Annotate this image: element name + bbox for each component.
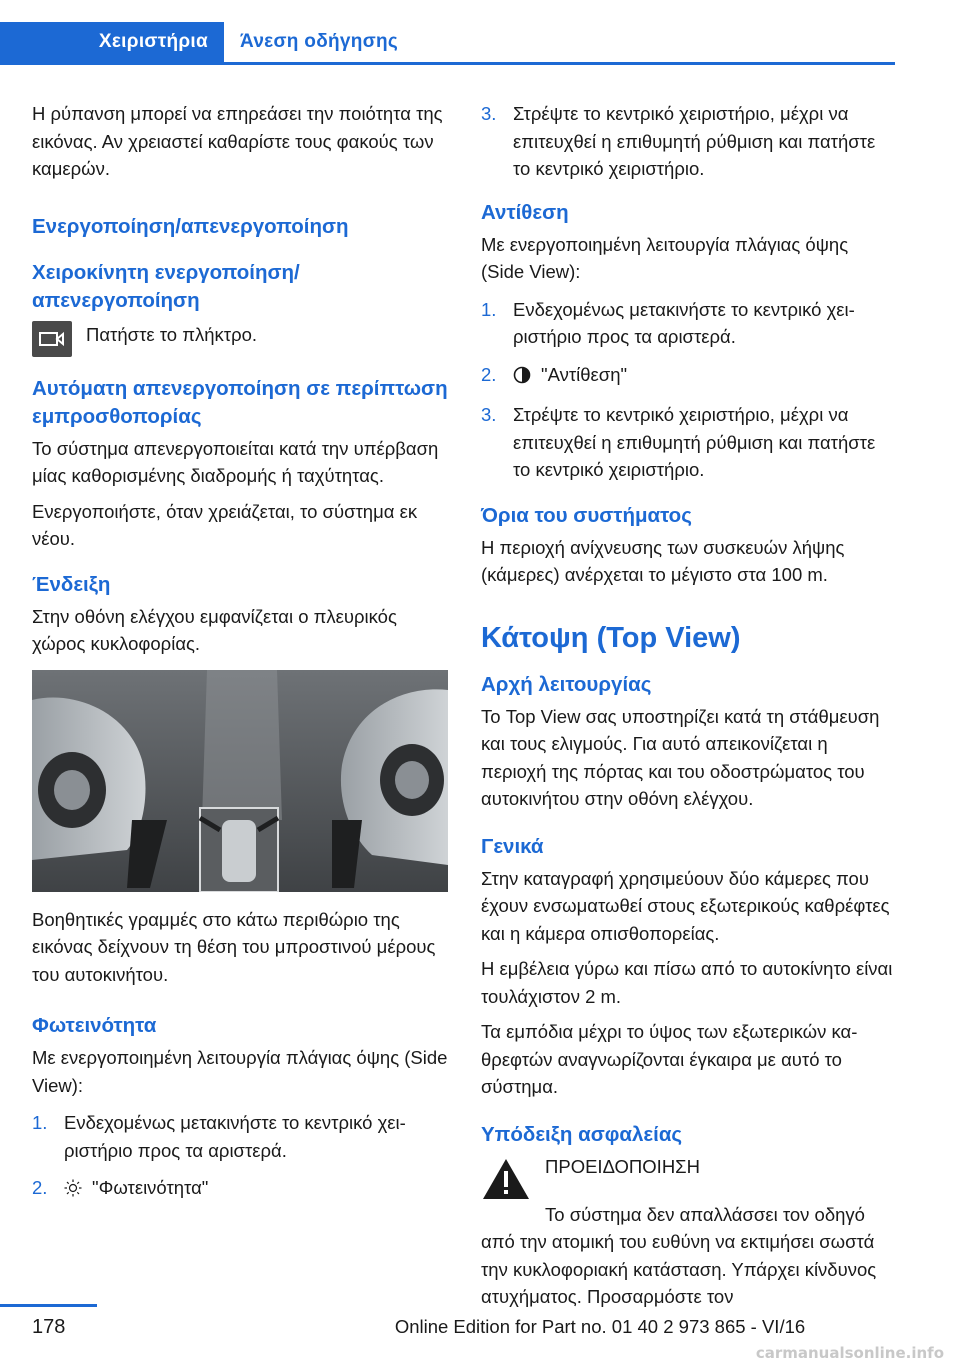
brightness-paragraph: Με ενεργοποιημένη λειτουργία πλάγιας όψης (Side View):	[32, 1047, 448, 1096]
step-number: 2.	[481, 363, 497, 385]
list-item	[32, 1174, 448, 1205]
step-text: Στρέψτε το κεντρικό χειριστήριο, μέχρι να επιτευχθεί η επιθυμητή ρύθμιση και πατήστε το κεντρικό χειριστήριο.	[513, 404, 876, 480]
list-item	[481, 296, 896, 351]
step-number: 3.	[481, 103, 497, 124]
list-item	[32, 1109, 448, 1164]
warning-paragraph: Το σύστημα δεν απαλλάσσει τον οδηγό από την ατομική του ευθύνη να εκτιμήσει σωστά την κυκλοφοριακή κατάσταση. Υπάρχει κίνδυνος ατυχήματος. Προσαρμόστε τον	[481, 1203, 877, 1307]
right-column	[481, 100, 896, 1319]
photo-caption: Βοηθητικές γραμμές στο κάτω περιθώριο της εικόνας δείχνουν τη θέση του μπροστινού μέρους του αυτοκινήτου.	[32, 908, 436, 985]
brightness-steps-continued	[481, 100, 896, 183]
general-paragraph-2: Η εμβέλεια γύρω και πίσω από το αυτοκίνητο είναι τουλάχιστον 2 m.	[481, 958, 893, 1007]
header-divider	[0, 62, 895, 65]
limits-paragraph: Η περιοχή ανίχνευσης των συσκευών λήψης (κάμερες) ανέρχεται το μέγιστο στα 100 m.	[481, 536, 845, 585]
header-tab-bar	[0, 22, 895, 62]
heading-display: Ένδειξη	[32, 572, 111, 596]
footer-divider	[0, 1304, 97, 1307]
page-number: 178	[32, 1316, 66, 1338]
contrast-icon	[513, 364, 531, 392]
intro-paragraph: Η ρύπανση μπορεί να επηρεάσει την ποιότητα της εικόνας. Αν χρειαστεί καθαρίστε τους φακούς των καμερών.	[32, 103, 443, 179]
press-button-text: Πατήστε το πλήκτρο.	[86, 323, 258, 345]
list-item	[481, 361, 896, 392]
step-text: Ενδεχομένως μετακινήστε το κεντρικό χειριστήριο προς τα αριστερά.	[64, 1112, 406, 1161]
tab-driving-comfort[interactable]: Άνεση οδήγησης	[240, 31, 399, 52]
step-number: 2.	[32, 1177, 48, 1198]
edition-text: Online Edition for Part no. 01 40 2 973 865 - VI/16	[394, 1316, 806, 1337]
brightness-icon	[64, 1177, 82, 1205]
step-text: "Αντίθεση"	[541, 363, 628, 385]
step-text: "Φωτεινότητα"	[92, 1177, 209, 1198]
heading-manual-activation: Χειροκίνητη ενεργοποίηση/ απενεργοποίηση	[32, 260, 300, 312]
warning-title: ΠΡΟΕΙΔΟΠΟΙΗΣΗ	[545, 1155, 700, 1177]
auto-paragraph-1: Το σύστημα απενεργοποιείται κατά την υπέρβαση μίας καθορισμένης διαδρομής ή ταχύτητας.	[32, 437, 439, 486]
auto-paragraph-2: Ενεργοποιήστε, όταν χρειάζεται, το σύστημα εκ νέου.	[32, 500, 418, 549]
step-number: 1.	[32, 1112, 48, 1133]
side-view-photo	[32, 670, 448, 892]
heading-safety-note: Υπόδειξη ασφαλείας	[481, 1122, 683, 1146]
heading-system-limits: Όρια του συστήματος	[481, 503, 692, 527]
general-paragraph-3: Τα εμπόδια μέχρι το ύψος των εξωτερικών καθρεφτών αναγνωρίζονται έγκαιρα με αυτό το σύστημα.	[481, 1021, 858, 1097]
step-number: 1.	[481, 298, 497, 320]
list-item	[481, 100, 896, 183]
step-number: 3.	[481, 404, 497, 425]
display-paragraph: Στην οθόνη ελέγχου εμφανίζεται ο πλευρικός χώρος κυκλοφορίας.	[32, 605, 397, 654]
heading-general: Γενικά	[481, 834, 544, 858]
heading-auto-deactivation: Αυτόματη απενεργοποίηση σε περίπτωση εμπροσθοπορίας	[32, 376, 448, 428]
brightness-steps	[32, 1109, 448, 1205]
principle-paragraph: Το Top View σας υποστηρίζει κατά τη στάθμευση και τους ελιγμούς. Για αυτό απεικονίζεται η περιοχή της πόρτας και του οδοστρώματος του αυτοκινήτου στην οθόνη ελέγχου.	[481, 705, 880, 809]
warning-triangle-icon	[481, 1157, 531, 1201]
button-instruction	[32, 321, 448, 357]
heading-activation: Ενεργοποίηση/απενεργοποίηση	[32, 214, 349, 238]
contrast-steps	[481, 296, 896, 484]
general-paragraph-1: Στην καταγραφή χρησιμεύουν δύο κάμερες που έχουν ενσωματωθεί στους εξωτερικούς καθρέφτες και η κάμερα οπισθοπορείας.	[481, 867, 890, 944]
heading-brightness: Φωτεινότητα	[32, 1014, 157, 1037]
step-text: Στρέψτε το κεντρικό χειριστήριο, μέχρι να επιτευχθεί η επιθυμητή ρύθμιση και πατήστε το κεντρικό χειριστήριο.	[513, 103, 876, 179]
heading-principle: Αρχή λειτουργίας	[481, 672, 652, 696]
tab-controls[interactable]: Χειριστήρια	[0, 22, 224, 62]
side-view-button-icon	[32, 321, 72, 357]
warning-block	[481, 1153, 896, 1201]
contrast-paragraph: Με ενεργοποιημένη λειτουργία πλάγιας όψης (Side View):	[481, 233, 849, 282]
watermark: carmanualsonline.info	[755, 1344, 944, 1362]
heading-contrast: Αντίθεση	[481, 200, 569, 224]
left-column	[32, 100, 448, 1215]
step-text: Ενδεχομένως μετακινήστε το κεντρικό χειριστήριο προς τα αριστερά.	[513, 298, 855, 347]
heading-top-view: Κάτοψη (Top View)	[481, 621, 741, 654]
list-item	[481, 401, 896, 484]
